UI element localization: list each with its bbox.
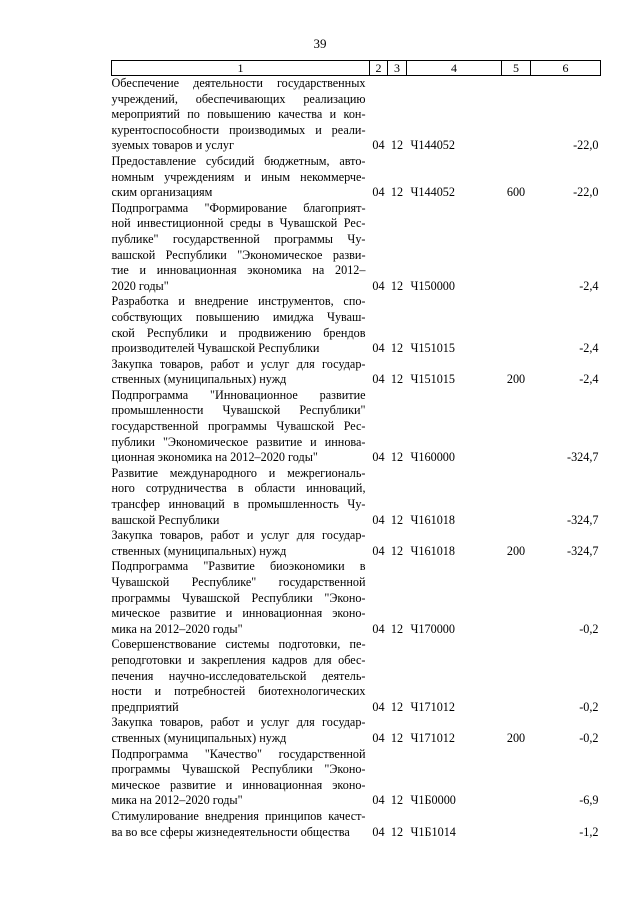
row-description [112,747,370,809]
description-line: реподготовки и закрепления кадров для обес- [111,652,366,667]
header-col-4: 4 [407,61,502,76]
row-description [112,201,370,295]
description-line: ственных (муниципальных) нужд [111,372,287,387]
row-target-article: Ч161018 [410,543,455,558]
row-expense-type: 200 [506,543,526,558]
row-description [112,388,370,466]
table-row [112,294,601,356]
description-line: Развитие международного и межрегиональ- [111,465,366,480]
row-expense-type: 200 [506,372,526,387]
row-description [112,809,370,840]
description-line: программы Чувашской Республики "Эконо- [111,762,366,777]
row-subsection-code: 12 [390,621,404,636]
row-description [112,357,370,388]
description-line: Подпрограмма "Развитие биоэкономики в [111,559,366,574]
row-expense-type [502,294,531,356]
table-header-row [112,61,601,76]
row-description [112,637,370,715]
description-line: ва во все сферы жизнедеятельности общества [111,824,350,839]
row-section-code: 04 [372,278,385,293]
description-line: Закупка товаров, работ и услуг для государ- [111,356,366,371]
table-row [112,528,601,559]
description-line: мическое развитие и инновационная эконо- [111,777,366,792]
description-line: мическое развитие и инновационная эконо- [111,606,366,621]
description-line: Обеспечение деятельности государственных [111,76,366,90]
row-expense-type [502,637,531,715]
row-target-article: Ч171012 [410,730,455,745]
page-number: 39 [313,36,327,51]
row-amount: -22,0 [573,185,599,200]
row-section-code: 04 [372,341,385,356]
header-col-1: 1 [112,61,370,76]
table-row [112,809,601,840]
row-target-article: Ч144052 [410,138,455,153]
description-line: промышленности Чувашской Республики" [111,403,366,418]
row-subsection-code: 12 [390,372,404,387]
description-line: ционная экономика на 2012–2020 годы" [111,450,318,465]
row-subsection-code: 12 [390,185,404,200]
description-line: ственных (муниципальных) нужд [111,543,287,558]
row-target-article: Ч150000 [410,278,455,293]
row-amount: -0,2 [579,699,599,714]
row-amount: -6,9 [579,793,599,808]
row-target-article: Ч144052 [410,185,455,200]
description-line: ственных (муниципальных) нужд [111,730,287,745]
row-section-code: 04 [372,543,385,558]
description-line: тие и инновационная экономика на 2012– [111,263,366,278]
table-row [112,559,601,637]
header-col-3: 3 [388,61,407,76]
table-row [112,154,601,201]
row-target-article: Ч151015 [410,341,455,356]
description-line: вашской Республики "Экономическое разви- [111,247,366,262]
table-row [112,357,601,388]
row-amount: -2,4 [579,341,599,356]
description-line: Подпрограмма "Формирование благоприят- [111,200,366,215]
description-line: Закупка товаров, работ и услуг для государ- [111,528,366,543]
description-line: предприятий [111,699,179,714]
row-description [112,715,370,746]
row-description [112,466,370,528]
row-subsection-code: 12 [390,793,404,808]
row-target-article: Ч1Б0000 [410,793,456,808]
description-line: 2020 годы" [111,278,169,293]
description-line: публике" государственной программы Чу- [111,231,366,246]
row-target-article: Ч1Б1014 [410,824,456,839]
row-target-article: Ч160000 [410,450,455,465]
row-subsection-code: 12 [390,543,404,558]
row-expense-type [502,559,531,637]
row-expense-type [502,388,531,466]
row-description [112,294,370,356]
header-col-5: 5 [502,61,531,76]
description-line: ного сотрудничества в области инноваций, [111,481,366,496]
description-line: трансфер инноваций в промышленность Чу- [111,497,366,512]
row-amount: -0,2 [579,621,599,636]
table-body [112,76,601,841]
row-subsection-code: 12 [390,341,404,356]
description-line: номным учреждениям и иным некоммерче- [111,169,366,184]
table-row [112,388,601,466]
row-amount: -2,4 [579,278,599,293]
row-section-code: 04 [372,730,385,745]
description-line: программы Чувашской Республики "Эконо- [111,590,366,605]
description-line: мероприятий по повышению качества и кон- [111,107,366,122]
row-target-article: Ч170000 [410,621,455,636]
description-line: производителей Чувашской Республики [111,341,320,356]
description-line: государственной программы Чувашской Рес- [111,419,366,434]
description-line: Подпрограмма "Качество" государственной [111,746,366,761]
row-amount: -324,7 [567,512,599,527]
row-subsection-code: 12 [390,278,404,293]
row-amount: -324,7 [567,543,599,558]
description-line: Закупка товаров, работ и услуг для государ- [111,715,366,730]
row-amount: -22,0 [573,138,599,153]
description-line: Подпрограмма "Инновационное развитие [111,387,366,402]
row-subsection-code: 12 [390,824,404,839]
table-row [112,637,601,715]
table-row [112,747,601,809]
row-amount: -324,7 [567,450,599,465]
row-expense-type: 200 [506,730,526,745]
header-col-6: 6 [531,61,601,76]
row-description [112,559,370,637]
row-target-article: Ч151015 [410,372,455,387]
description-line: мика на 2012–2020 годы" [111,621,243,636]
table-row [112,715,601,746]
row-description [112,154,370,201]
row-amount: -2,4 [579,372,599,387]
row-amount: -0,2 [579,730,599,745]
row-expense-type [502,466,531,528]
header-col-2: 2 [370,61,388,76]
row-expense-type [502,201,531,295]
row-description [112,528,370,559]
row-section-code: 04 [372,699,385,714]
description-line: Стимулирование внедрения принципов качест- [111,808,366,823]
description-line: курентоспособности производимых и реали- [111,122,366,137]
description-line: печения научно-исследовательской деятель- [111,668,366,683]
description-line: вашской Республики [111,512,220,527]
row-section-code: 04 [372,793,385,808]
row-section-code: 04 [372,138,385,153]
description-line: Чувашской Республике" государственной [111,575,366,589]
description-line: публики "Экономическое развитие и иннова- [111,434,366,449]
row-section-code: 04 [372,512,385,527]
row-subsection-code: 12 [390,512,404,527]
row-expense-type [502,747,531,809]
row-target-article: Ч161018 [410,512,455,527]
row-subsection-code: 12 [390,138,404,153]
row-section-code: 04 [372,621,385,636]
table-row [112,466,601,528]
row-expense-type [502,76,531,154]
description-line: мика на 2012–2020 годы" [111,793,243,808]
row-section-code: 04 [372,450,385,465]
row-expense-type: 600 [506,185,526,200]
description-line: Совершенствование системы подготовки, пе- [111,637,366,652]
row-section-code: 04 [372,372,385,387]
table-row [112,201,601,295]
row-target-article: Ч171012 [410,699,455,714]
description-line: ности и потребностей биотехнологических [111,684,366,699]
description-line: зуемых товаров и услуг [111,138,234,153]
row-subsection-code: 12 [390,450,404,465]
description-line: ной инвестиционной среды в Чувашской Рес- [111,216,366,231]
row-expense-type [502,809,531,840]
description-line: ским организациям [111,185,213,200]
row-section-code: 04 [372,824,385,839]
description-line: собствующих повышению имиджа Чуваш- [111,309,366,324]
row-description [112,76,370,154]
row-subsection-code: 12 [390,730,404,745]
table-row [112,76,601,154]
description-line: Разработка и внедрение инструментов, спо- [111,294,366,309]
row-amount: -1,2 [579,824,599,839]
description-line: Предоставление субсидий бюджетным, авто- [111,153,366,168]
description-line: ской Республики и продвижению брендов [111,325,366,340]
description-line: учреждений, обеспечивающих реализацию [111,91,366,106]
row-subsection-code: 12 [390,699,404,714]
budget-table [111,60,601,840]
row-section-code: 04 [372,185,385,200]
